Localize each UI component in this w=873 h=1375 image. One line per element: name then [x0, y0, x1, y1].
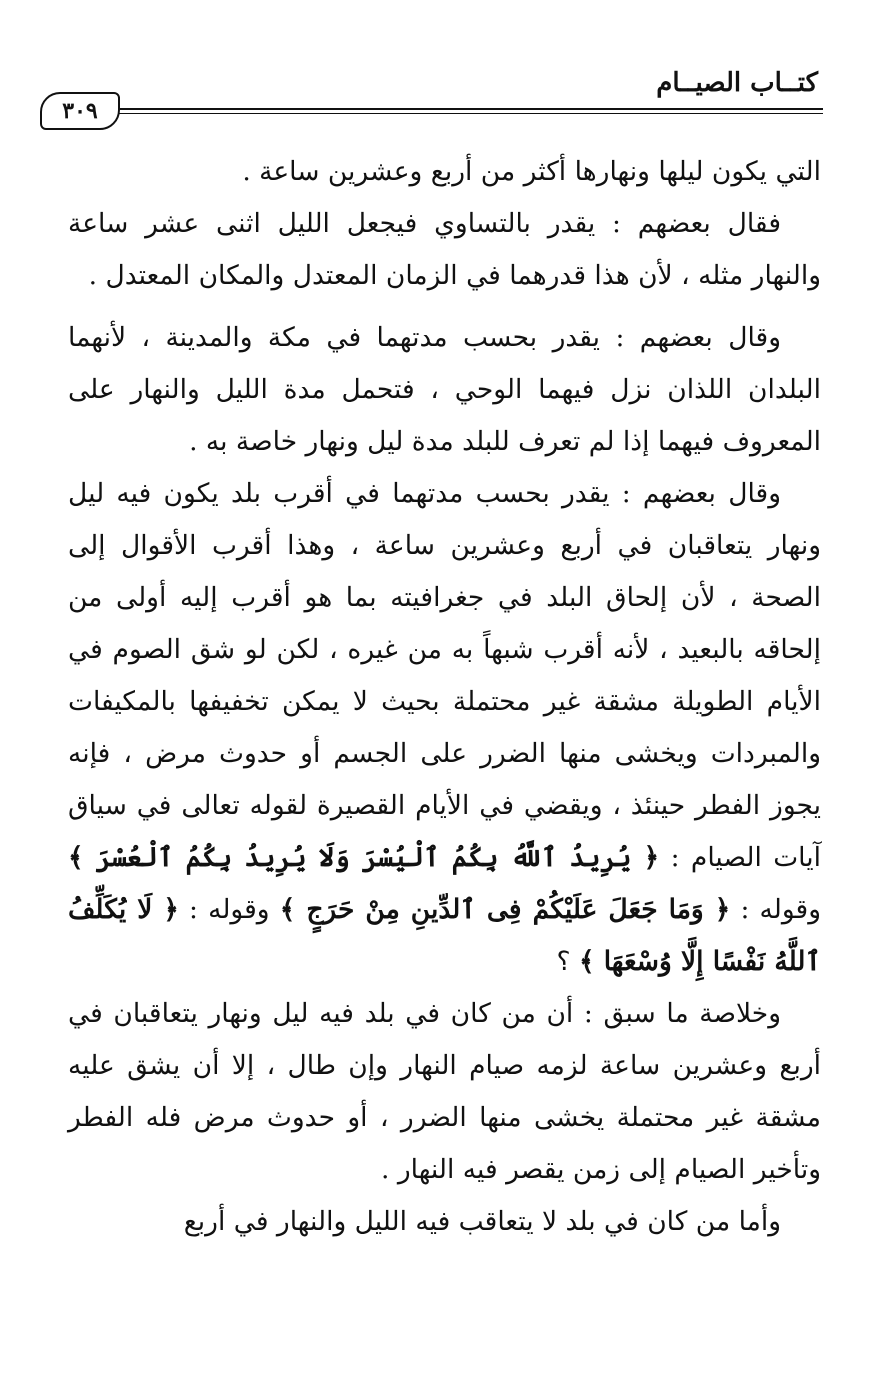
paragraph-text: ؟ — [556, 946, 579, 977]
paragraph — [68, 468, 821, 988]
running-title: كتــاب الصيــام — [656, 68, 818, 98]
page-number: ٣٠٩ — [40, 92, 120, 130]
paragraph — [68, 198, 821, 302]
header-rule — [118, 108, 823, 114]
paragraph-text: وقوله : — [730, 894, 821, 925]
quran-verse: ﴿ يُرِيدُ ٱللَّهُ بِكُمُ ٱلْيُسْرَ وَلَا يُرِيدُ بِكُمُ ٱلْعُسْرَ ﴾ — [68, 842, 660, 873]
paragraph-text: وأما من كان في بلد لا يتعاقب فيه الليل والنهار في أربع — [183, 1206, 781, 1237]
paragraph — [68, 1196, 821, 1248]
paragraph — [68, 988, 821, 1196]
quran-verse: ﴿ وَمَا جَعَلَ عَلَيْكُمْ فِى ٱلدِّينِ مِنْ حَرَجٍ ﴾ — [279, 894, 731, 925]
quran-verse: ﴿ لَا يُكَلِّفُ ٱللَّهُ نَفْسًا إِلَّا وُسْعَهَا ﴾ — [68, 894, 821, 977]
paragraph-text: وخلاصة ما سبق : أن من كان في بلد فيه ليل ونهار يتعاقبان في أربع وعشرين ساعة لزمه صيام النهار وإن طال ، إلا أن يشق عليه مشقة غير محتملة يخشى منها الضرر ، أو حدوث مرض فله الفطر وتأخير الصيام إلى زمن يقصر فيه النهار . — [68, 998, 821, 1185]
body-text — [68, 146, 821, 1248]
paragraph — [68, 312, 821, 468]
paragraph-text: التي يكون ليلها ونهارها أكثر من أربع وعشرين ساعة . — [242, 156, 821, 187]
paragraph-text: وقوله : — [178, 894, 280, 925]
paragraph-text: وقال بعضهم : يقدر بحسب مدتهما في أقرب بلد يكون فيه ليل ونهار يتعاقبان في أربع وعشرين ساعة ، وهذا أقرب الأقوال إلى الصحة ، لأن إلحاق البلد في جغرافيته بما هو أقرب إليه أولى من إلحاقه بالبعيد ، لأنه أقرب شبهاً به من غيره ، لكن لو شق الصوم في الأيام الطويلة مشقة غير محتملة بحيث لا يمكن تخفيفها بالمكيفات والمبردات ويخشى منها الضرر على الجسم أو حدوث مرض ، فإنه يجوز الفطر حينئذ ، ويقضي في الأيام القصيرة لقوله تعالى في سياق آيات الصيام : — [68, 478, 821, 873]
paragraph-text: فقال بعضهم : يقدر بالتساوي فيجعل الليل اثنى عشر ساعة والنهار مثله ، لأن هذا قدرهما في الزمان المعتدل والمكان المعتدل . — [68, 208, 821, 291]
paragraph — [68, 146, 821, 198]
paragraph-text: وقال بعضهم : يقدر بحسب مدتهما في مكة والمدينة ، لأنهما البلدان اللذان نزل فيهما الوحي ، فتحمل مدة الليل والنهار على المعروف فيهما إذا لم تعرف للبلد مدة ليل ونهار خاصة به . — [68, 322, 821, 457]
